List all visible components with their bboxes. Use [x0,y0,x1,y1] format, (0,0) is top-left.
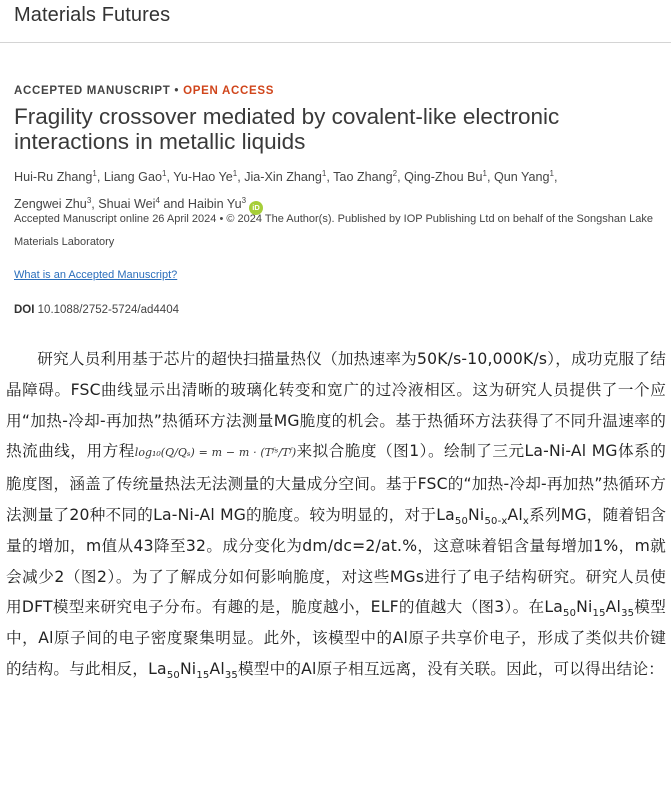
author[interactable]: Jia-Xin Zhang [244,170,322,185]
author-separator: and [159,197,188,212]
author[interactable]: Liang Gao [103,170,162,185]
body-text-segment: 研究人员利用基于芯片的超快扫描量热仪（加热速率为50K/s-10,000K/s），成功克服了结晶障碍。FSC曲线显示出清晰的玻璃化转变和宽广的过冷液相区。这为研究人员提供了一个应用“加热-冷却-再加热”热循环方法测量MG脆度的机会。基于热循环方法获得了不同升温速率的热流曲线，用方程 [6,350,666,461]
affiliation-mark: 1 [549,169,554,178]
author[interactable]: Hui-Ru Zhang [14,170,93,185]
author-separator: , [96,170,104,185]
affiliation-mark: 1 [482,169,487,178]
author-separator: , [166,170,174,185]
alloy-formula: $La_{50}Ni_{15}Al_{35}$ [544,598,635,620]
what-is-accepted-manuscript-link[interactable]: What is an Accepted Manuscript? [14,269,178,281]
accepted-manuscript-badge: ACCEPTED MANUSCRIPT [14,85,171,97]
article-badges [14,85,274,97]
article-body [6,344,666,685]
author-separator: , [486,170,494,185]
author-separator: , [326,170,334,185]
body-text-segment: 模型中的Al原子相互远离，没有关联。因此，可以得出结论： [238,659,665,678]
doi-line [14,304,179,316]
author[interactable]: Zengwei Zhu [14,197,87,212]
author[interactable]: Shuai Wei [98,197,156,212]
author[interactable]: Qun Yang [493,170,550,185]
affiliation-mark: 1 [161,169,167,178]
affiliation-mark: 3 [241,196,247,206]
publication-meta: Accepted Manuscript online 26 April 2024 • © 2024 The Author(s). Published by IOP Publishing Ltd on behalf of the Songshan Lake Materials Laboratory [14,213,653,248]
body-text-segment: 模型中，Al原子间的电子密度聚集明显。此外，该模型中的Al原子共享价电子，形成了类似共价键的结构。与此相反， [6,598,666,678]
doi-label: DOI [14,304,35,316]
author-separator: , [397,170,405,185]
author-separator: , [91,197,99,212]
doi-value[interactable]: 10.1088/2752-5724/ad4404 [37,304,179,316]
header-divider [0,42,671,43]
journal-title[interactable]: Materials Futures [14,4,171,26]
author-separator: , [553,170,558,185]
author[interactable]: Tao Zhang [333,170,393,185]
affiliation-mark: 1 [321,169,327,178]
fragility-equation: log₁₀(Q/Qₛ) = m − m · (Tᶠˢ/Tᶠ) [134,446,297,460]
article-title: Fragility crossover mediated by covalent-like electronic interactions in metallic liquids [14,104,560,154]
author-separator: , [237,170,245,185]
body-text-segment: 系列MG，随着铝含量的增加，m值从43降至32。成分变化为dm/dc=2/at.%，这意味着铝含量每增加1%，m就会减少2（图2）。为了了解成分如何影响脆度，对这些MGs进行了电子结构研究。研究人员使用DFT模型来研究电子分布。有趣的是，脆度越小，ELF的值越大（图3）。在 [6,505,666,617]
body-paragraph [6,344,666,685]
author[interactable]: Yu-Hao Ye [173,170,233,185]
affiliation-mark: 3 [86,196,92,206]
open-access-badge: OPEN ACCESS [183,85,275,97]
alloy-formula: $La_{50}Ni_{15}Al_{35}$ [148,659,238,682]
affiliation-mark: 1 [232,169,238,178]
affiliation-mark: 1 [92,169,97,178]
alloy-formula: $La_{50}Ni_{50-x}Al_x$ [436,505,530,528]
badge-separator: • [174,85,180,97]
author[interactable]: Haibin Yu [187,197,242,212]
affiliation-mark: 4 [155,196,160,206]
orcid-icon[interactable]: iD [249,201,263,215]
body-text-segment: 来拟合脆度（图1）。绘制了三元La-Ni-Al MG体系的脆度图，涵盖了传统量热法无法测量的大量成分空间。基于FSC的“加热-冷却-再加热”热循环方法测量了20种不同的La-Ni-Al MG的脆度。较为明显的，对于 [6,442,666,524]
affiliation-mark: 2 [392,169,398,178]
author[interactable]: Qing-Zhou Bu [404,170,483,185]
